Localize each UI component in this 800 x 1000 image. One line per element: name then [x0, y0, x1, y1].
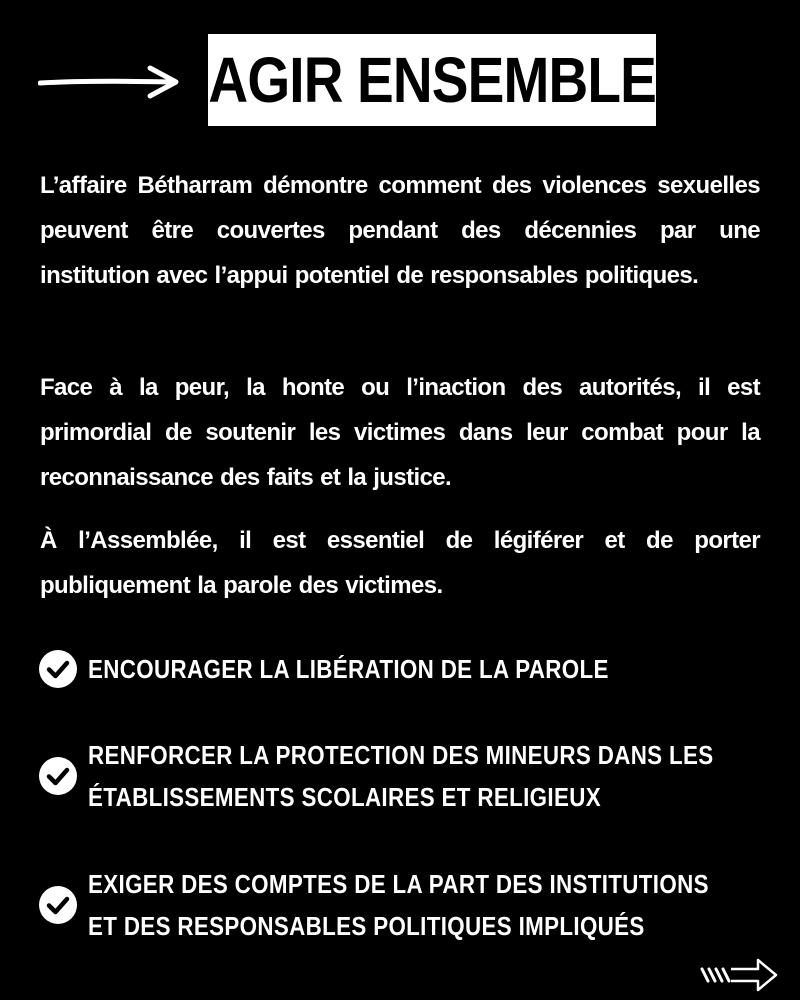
- action-item-1: [38, 648, 758, 690]
- header: [38, 34, 758, 126]
- next-arrow-icon[interactable]: [698, 955, 780, 995]
- paragraph-1: L’affaire Bétharram démontre comment des violences sexuelles peuvent être couvertes pendant des décennies par une institution avec l’appui potentiel de responsables politiques.: [40, 172, 760, 289]
- title-box: [208, 34, 656, 126]
- check-circle-icon: [38, 649, 78, 689]
- action-line: RENFORCER LA PROTECTION DES MINEURS DANS LES: [88, 740, 714, 770]
- action-item-2-label: [88, 734, 714, 818]
- check-circle-icon: [38, 885, 78, 925]
- action-item-2: [38, 734, 758, 818]
- paragraph-3: À l’Assemblée, il est essentiel de légiférer et de porter publiquement la parole des victimes.: [40, 527, 760, 599]
- action-line: ENCOURAGER LA LIBÉRATION DE LA PAROLE: [88, 654, 609, 684]
- action-line: ÉTABLISSEMENTS SCOLAIRES ET RELIGIEUX: [88, 782, 601, 812]
- page-title: AGIR ENSEMBLE: [208, 44, 656, 116]
- action-item-3: [38, 863, 758, 947]
- action-line: ET DES RESPONSABLES POLITIQUES IMPLIQUÉS: [88, 911, 645, 941]
- paragraph-2: Face à la peur, la honte ou l’inaction des autorités, il est primordial de soutenir les victimes dans leur combat pour la reconnaissance des faits et la justice.: [40, 374, 760, 491]
- action-item-3-label: [88, 863, 709, 947]
- check-circle-icon: [38, 756, 78, 796]
- right-arrow-icon: [38, 64, 183, 100]
- action-line: EXIGER DES COMPTES DE LA PART DES INSTITUTIONS: [88, 869, 709, 899]
- action-item-1-label: [88, 648, 609, 690]
